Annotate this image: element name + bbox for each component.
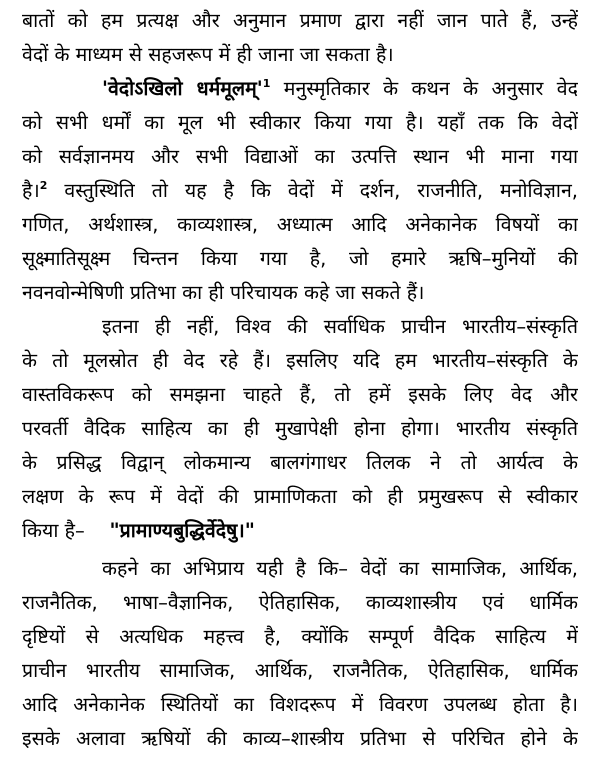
footnote-marker-2: 2 [39,179,48,192]
text-line-22: इसके अलावा ऋषियों की काव्य–शास्त्रीय प्रतिभा से परिचित होने के [22,727,578,750]
text-line-20: प्राचीन भारतीय सामाजिक, आर्थिक, राजनैतिक, ऐतिहासिक, धार्मिक [22,659,578,682]
text-line-6 [22,174,578,208]
text-line-12: वास्तविकरूप को समझना चाहते हैं, तो हमें इसके लिए वेद और [22,383,578,406]
text-line-1: बातों को हम प्रत्यक्ष और अनुमान प्रमाण द्वारा नहीं जान पाते हैं, उन्हें [22,9,578,32]
text-line-18: राजनैतिक, भाषा–वैज्ञानिक, ऐतिहासिक, काव्यशास्त्रीय एवं धार्मिक [22,591,578,614]
text-line-2: वेदों के माध्यम से सहजरूप में ही जाना जा सकता है। [22,43,394,66]
text-line-10: इतना ही नहीं, विश्व की सर्वाधिक प्राचीन भारतीय–संस्कृति [102,315,578,338]
footnote-marker-1: 1 [262,77,271,90]
text-line-19: दृष्टियों से अत्यधिक महत्त्व है, क्योंकि सम्पूर्ण वैदिक साहित्य में [22,625,578,648]
text-line-14: के प्रसिद्ध विद्वान् लोकमान्य बालगंगाधर तिलक ने तो आर्यत्व के [22,451,578,474]
text-line-3-rest: मनुस्मृतिकार के कथन के अनुसार वेद [270,77,578,100]
text-line-6-rest: वस्तुस्थिति तो यह है कि वेदों में दर्शन, राजनीति, मनोविज्ञान, [47,179,578,202]
text-line-21: आदि अनेकानेक स्थितियों का विशदरूप में विवरण उपलब्ध होता है। [22,693,578,716]
text-line-16-start: किया है– [22,519,85,542]
quote-manusmriti: 'वेदोऽखिलो धर्ममूलम्' [102,77,263,100]
text-line-3 [102,72,578,106]
text-line-4: को सभी धर्मों का मूल भी स्वीकार किया गया है। यहाँ तक कि वेदों [22,111,578,134]
text-line-7: गणित, अर्थशास्त्र, काव्यशास्त्र, अध्यात्म आदि अनेकानेक विषयों का [22,213,578,236]
text-line-13: परवर्ती वैदिक साहित्य का ही मुखापेक्षी होना होगा। भारतीय संस्कृति [22,417,578,440]
text-line-6-start: है। [22,179,40,202]
text-line-8: सूक्ष्मातिसूक्ष्म चिन्तन किया गया है, जो हमारे ऋषि–मुनियों की [22,247,578,270]
text-line-9: नवनवोन्मेषिणी प्रतिभा का ही परिचायक कहे जा सकते हैं। [22,281,425,304]
text-line-15: लक्षण के रूप में वेदों की प्रामाणिकता को ही प्रमुखरूप से स्वीकार [22,485,578,508]
text-line-16 [22,514,578,548]
text-line-11: के तो मूलस्रोत ही वेद रहे हैं। इसलिए यदि हम भारतीय–संस्कृति के [22,349,578,372]
text-line-5: को सर्वज्ञानमय और सभी विद्याओं का उत्पत्ति स्थान भी माना गया [22,145,578,168]
text-line-17: कहने का अभिप्राय यही है कि– वेदों का सामाजिक, आर्थिक, [102,557,578,580]
quote-tilak: "प्रामाण्यबुद्धिर्वेदेषु।" [109,519,255,542]
